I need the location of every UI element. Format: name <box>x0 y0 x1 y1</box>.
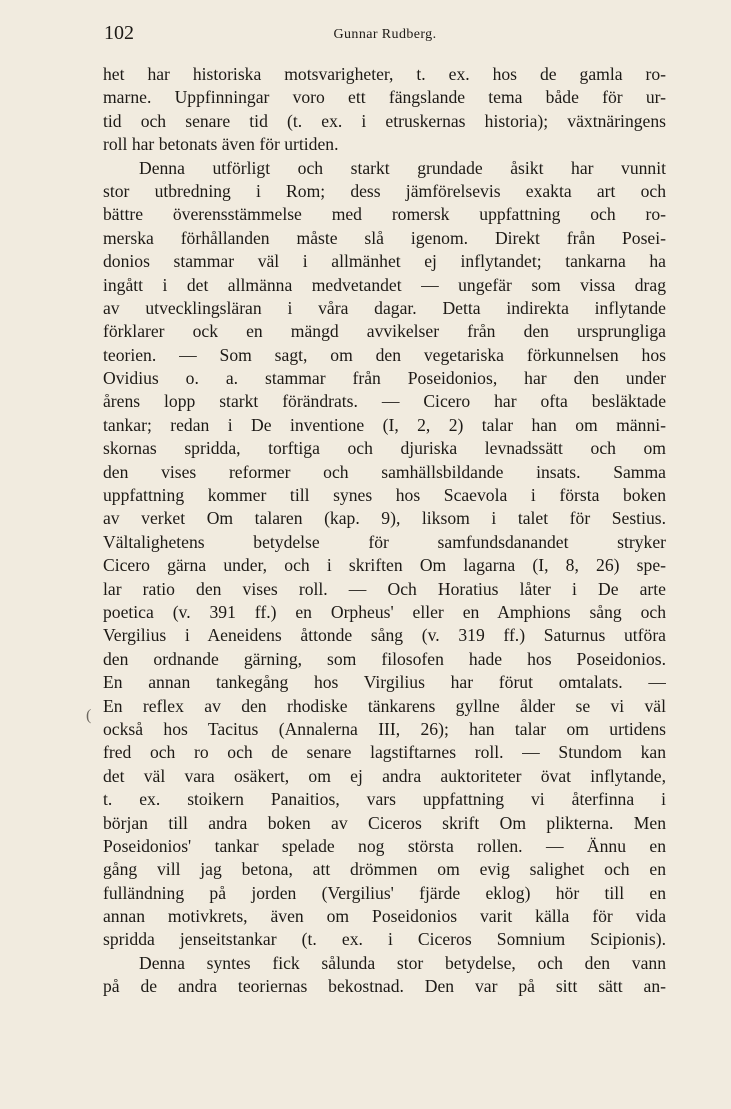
text-line: fred och ro och de senare lagstiftarnes roll. — Stundom kan <box>103 742 666 763</box>
text-line: teorien. — Som sagt, om den vegetariska förkunnelsen hos <box>103 344 666 365</box>
page-header <box>104 22 666 50</box>
text-line: poetica (v. 391 ff.) en Orpheus' eller en Amphions sång och <box>103 601 666 622</box>
text-line: donios stammar väl i allmänhet ej inflytandet; tankarna ha <box>103 251 666 272</box>
text-line: En annan tankegång hos Virgilius har förut omtalats. — <box>103 672 666 693</box>
text-line: annan motivkrets, även om Poseidonios varit källa för vida <box>103 906 666 927</box>
text-line: Vergilius i Aeneidens åttonde sång (v. 319 ff.) Saturnus utföra <box>103 625 666 646</box>
text-line: roll har betonats även för urtiden. <box>103 134 339 155</box>
text-line: gång vill jag betona, att drömmen om evig salighet och en <box>103 859 666 880</box>
text-line: Denna utförligt och starkt grundade åsikt har vunnit <box>139 157 666 178</box>
text-line: uppfattning kommer till synes hos Scaevola i första boken <box>103 485 666 506</box>
body-text <box>103 63 666 999</box>
text-line: bättre överensstämmelse med romersk uppfattning och ro- <box>103 204 666 225</box>
page-number: 102 <box>104 22 134 44</box>
text-line: den ordnande gärning, som filosofen hade hos Poseidonios. <box>103 648 666 669</box>
text-line: förklarer ock en mängd avvikelser från den ursprungliga <box>103 321 666 342</box>
text-line: spridda jenseitstankar (t. ex. i Ciceros Somnium Scipionis). <box>103 929 666 950</box>
text-line: Ovidius o. a. stammar från Poseidonios, har den under <box>103 368 666 389</box>
text-line: av utvecklingsläran i våra dagar. Detta indirekta inflytande <box>103 297 666 318</box>
text-line: fulländning på jorden (Vergilius' fjärde eklog) hör till en <box>103 882 666 903</box>
text-line: Cicero gärna under, och i skriften Om lagarna (I, 8, 26) spe- <box>103 555 666 576</box>
text-line: på de andra teoriernas bekostnad. Den var på sitt sätt an- <box>103 976 666 997</box>
text-line: av verket Om talaren (kap. 9), liksom i talet för Sestius. <box>103 508 666 529</box>
text-line: ingått i det allmänna medvetandet — ungefär som vissa drag <box>103 274 666 295</box>
text-line: het har historiska motsvarigheter, t. ex. hos de gamla ro- <box>103 64 666 84</box>
margin-mark: ( <box>86 707 92 724</box>
text-line: tankar; redan i De inventione (I, 2, 2) talar han om männi- <box>103 414 666 435</box>
text-line: merska förhållanden måste slå igenom. Direkt från Posei- <box>103 227 666 248</box>
text-line: t. ex. stoikern Panaitios, vars uppfattning vi återfinna i <box>103 789 666 810</box>
text-line: Vältalighetens betydelse för samfundsdanandet stryker <box>103 531 666 552</box>
text-line: marne. Uppfinningar voro ett fängslande tema både för ur- <box>103 87 666 108</box>
text-line: lar ratio den vises roll. — Och Horatius låter i De arte <box>103 578 666 599</box>
text-line: början till andra boken av Ciceros skrift Om plikterna. Men <box>103 812 666 833</box>
text-line: Denna syntes fick sålunda stor betydelse, och den vann <box>139 952 666 973</box>
text-line: tid och senare tid (t. ex. i etruskernas historia); växtnäringens <box>103 110 666 131</box>
text-line: årens lopp starkt förändrats. — Cicero har ofta besläktade <box>103 391 666 412</box>
text-line: En reflex av den rhodiske tänkarens gyllne ålder se vi väl <box>103 695 666 716</box>
running-head: Gunnar Rudberg. <box>333 27 437 42</box>
text-line: den vises reformer och samhällsbildande insats. Samma <box>103 461 666 482</box>
text-line: det väl vara osäkert, om ej andra auktoriteter övat inflytande, <box>103 765 666 786</box>
text-line: också hos Tacitus (Annalerna III, 26); han talar om urtidens <box>103 718 666 739</box>
text-line: stor utbredning i Rom; dess jämförelsevis exakta art och <box>103 180 666 201</box>
text-line: skornas spridda, torftiga och djuriska levnadssätt och om <box>103 438 666 459</box>
text-line: Poseidonios' tankar spelade nog största rollen. — Ännu en <box>103 835 666 856</box>
